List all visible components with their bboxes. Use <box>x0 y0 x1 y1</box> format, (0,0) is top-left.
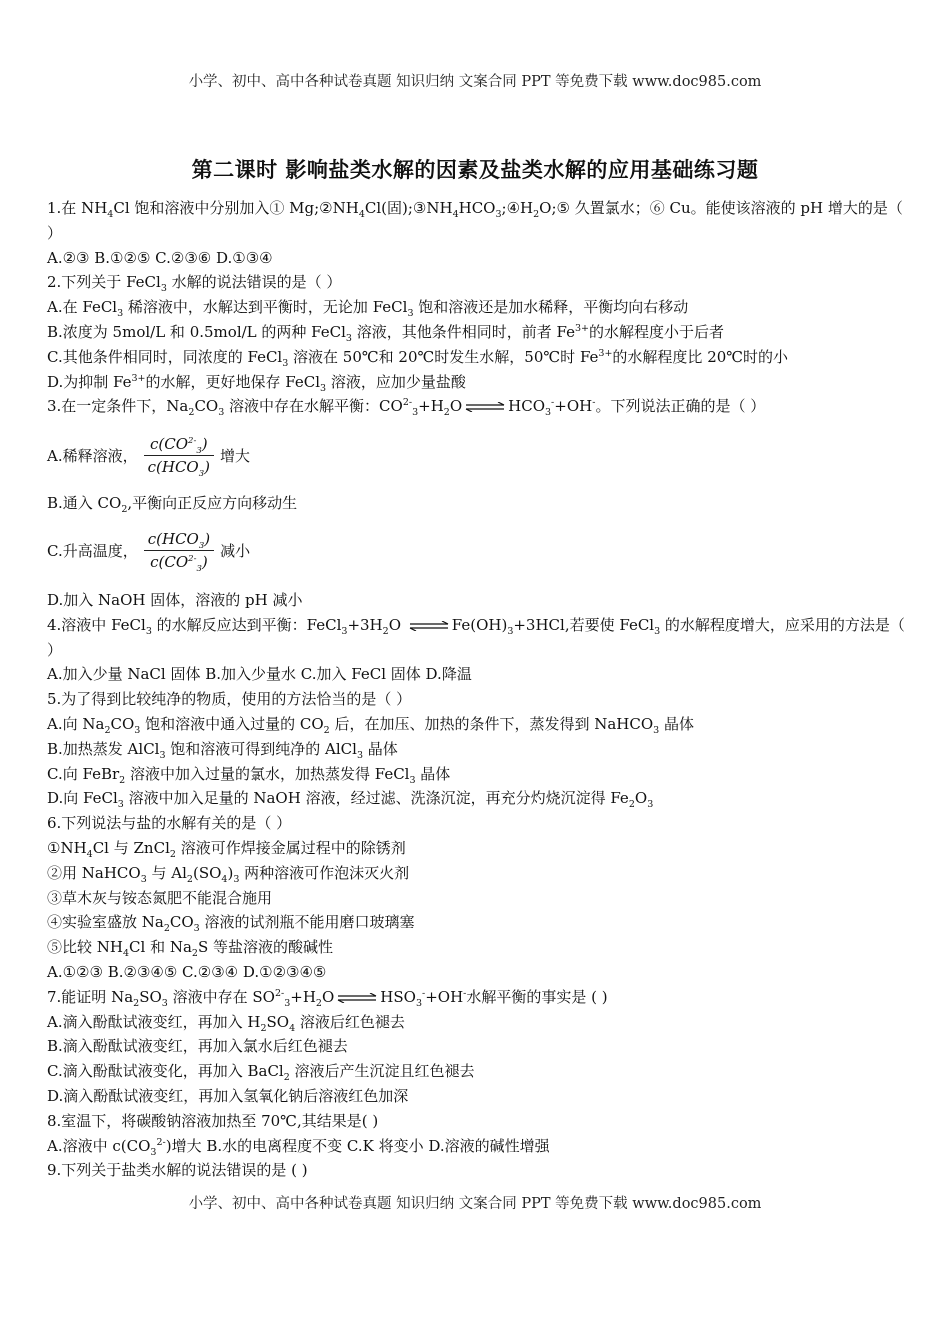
q6-options: A.①②③ B.②③④⑤ C.②③④ D.①②③④⑤ <box>47 962 327 981</box>
q2-option-d: D.为抑制 $Fe^{3+}$的水解，更好地保存 FeCl$_3$ 溶液，应加少量盐酸 <box>47 372 466 394</box>
page-footer: 小学、初中、高中各种试卷真题 知识归纳 文案合同 PPT 等免费下载 www.doc985.com <box>188 1196 762 1212</box>
q7-option-c: C.滴入酚酞试液变化，再加入 BaCl$_2$ 溶液后产生沉淀且红色褪去 <box>47 1062 475 1084</box>
q9-stem: 9.下列关于盐类水解的说法错误的是 ( ) <box>47 1161 308 1180</box>
q6-item-5: ⑤比较 $NH_4Cl$ 和 $Na_2S$ 等盐溶液的酸碱性 <box>47 938 334 960</box>
page-title: 第二课时 影响盐类水解的因素及盐类水解的应用基础练习题 <box>191 157 759 182</box>
q6-item-4: ④实验室盛放 $Na_2CO_3$ 溶液的试剂瓶不能用磨口玻璃塞 <box>47 913 415 935</box>
q5-stem: 5.为了得到比较纯净的物质，使用的方法恰当的是（ ） <box>47 690 412 709</box>
q6-item-2: ②用 NaHCO$_3$ 与 $Al_2(SO_4)_3$ 两种溶液可作泡沫灭火剂 <box>47 863 410 885</box>
equilibrium-arrow-icon <box>336 993 378 1003</box>
q5-option-a: A.向 $Na_2CO_3$ 饱和溶液中通入过量的 $CO_2$ 后，在加压、加热的条件下，蒸发得到 NaHCO$_3$ 晶体 <box>47 714 694 736</box>
fraction-hco3-over-co3: $\frac{c(HCO_3)}{c(CO^{2-}_3)}$ <box>144 528 214 573</box>
q8-stem: 8.室温下，将碳酸钠溶液加热至 70℃,其结果是( ) <box>47 1111 379 1130</box>
q6-item-1: $①NH_4Cl$ 与 ZnCl$_2$ 溶液可作焊接金属过程中的除锈剂 <box>47 838 406 860</box>
q1-options: A.②③ B.①②⑤ C.②③⑥ D.①③④ <box>47 248 273 267</box>
q7-option-d: D.滴入酚酞试液变红，再加入氢氧化钠后溶液红色加深 <box>47 1086 409 1105</box>
q3-option-a: A.稀释溶液， $\frac{c(CO^{2-}_3)}{c(HCO_3)}$ 增大 <box>47 434 251 479</box>
q4-stem: 4.溶液中 FeCl$_3$ 的水解反应达到平衡：$FeCl_3+3H_2O$ $Fe(OH)_3+3HCl$,若要使 FeCl$_3$ 的水解程度增大，应采用的方法是（ ） <box>47 615 905 659</box>
page-header: 小学、初中、高中各种试卷真题 知识归纳 文案合同 PPT 等免费下载 www.doc985.com <box>188 74 762 90</box>
q2-option-c: C.其他条件相同时，同浓度的 FeCl$_3$ 溶液在 50℃和 20℃时发生水解，50℃时 $Fe^{3+}$的水解程度比 20℃时的小 <box>47 347 789 369</box>
q5-option-c: C.向 FeBr$_2$ 溶液中加入过量的氯水，加热蒸发得 FeCl$_3$ 晶体 <box>47 764 451 786</box>
q7-option-a: A.滴入酚酞试液变红，再加入 $H_2SO_4$ 溶液后红色褪去 <box>47 1012 405 1034</box>
equilibrium-arrow-icon <box>408 621 450 631</box>
question-list <box>47 196 909 1183</box>
q6-stem: 6.下列说法与盐的水解有关的是（ ） <box>47 814 292 833</box>
q3-option-b: B.通入 $CO_2$,平衡向正反应方向移动生 <box>47 494 298 516</box>
q3-option-d: D.加入 NaOH 固体，溶液的 pH 减小 <box>47 590 303 609</box>
q3-stem: 3.在一定条件下，$Na_2CO_3$ 溶液中存在水解平衡：$CO^{2-}_3+H_2O$ $HCO_3^-+OH^-$。下列说法正确的是（ ） <box>47 397 766 419</box>
q7-option-b: B.滴入酚酞试液变红，再加入氯水后红色褪去 <box>47 1037 348 1056</box>
q3-option-c: C.升高温度， $\frac{c(HCO_3)}{c(CO^{2-}_3)}$ 减小 <box>47 530 251 575</box>
q7-stem: 7.能证明 $Na_2SO_3$ 溶液中存在 $SO^{2-}_3+H_2O$ $HSO_3^-+OH^-$水解平衡的事实是 ( ) <box>47 987 608 1009</box>
q1-stem: 1.在 $NH_4Cl$ 饱和溶液中分别加入① $Mg;②NH_4Cl$(固)$;③NH_4HCO_3;④H_2O;⑤$ 久置氯水；⑥ Cu。能使该溶液的 pH 增大的是（ ） <box>47 199 903 242</box>
q2-option-b: B.浓度为 5mol/L 和 0.5mol/L 的两种 FeCl$_3$ 溶液，其他条件相同时，前者 $Fe^{3+}$的水解程度小于后者 <box>47 322 724 344</box>
q5-option-d: D.向 FeCl$_3$ 溶液中加入足量的 NaOH 溶液，经过滤、洗涤沉淀，再充分灼烧沉淀得 $Fe_2O_3$ <box>47 789 654 811</box>
equilibrium-arrow-icon <box>464 402 506 412</box>
fraction-co3-over-hco3: $\frac{c(CO^{2-}_3)}{c(HCO_3)}$ <box>144 433 214 478</box>
q5-option-b: B.加热蒸发 AlCl$_3$ 饱和溶液可得到纯净的 AlCl$_3$ 晶体 <box>47 739 398 761</box>
q6-item-3: ③草木灰与铵态氮肥不能混合施用 <box>47 888 273 907</box>
q2-option-a: A.在 FeCl$_3$ 稀溶液中，水解达到平衡时，无论加 FeCl$_3$ 饱和溶液还是加水稀释，平衡均向右移动 <box>47 298 689 320</box>
q4-options: A.加入少量 NaCl 固体 B.加入少量水 C.加入 FeCl 固体 D.降温 <box>47 665 472 684</box>
q2-stem: 2.下列关于 FeCl$_3$ 水解的说法错误的是（ ） <box>47 273 342 295</box>
q8-options: A.溶液中 $c(CO_3^{2-})$增大 B.水的电离程度不变 C.K 将变小 D.溶液的碱性增强 <box>47 1136 550 1158</box>
